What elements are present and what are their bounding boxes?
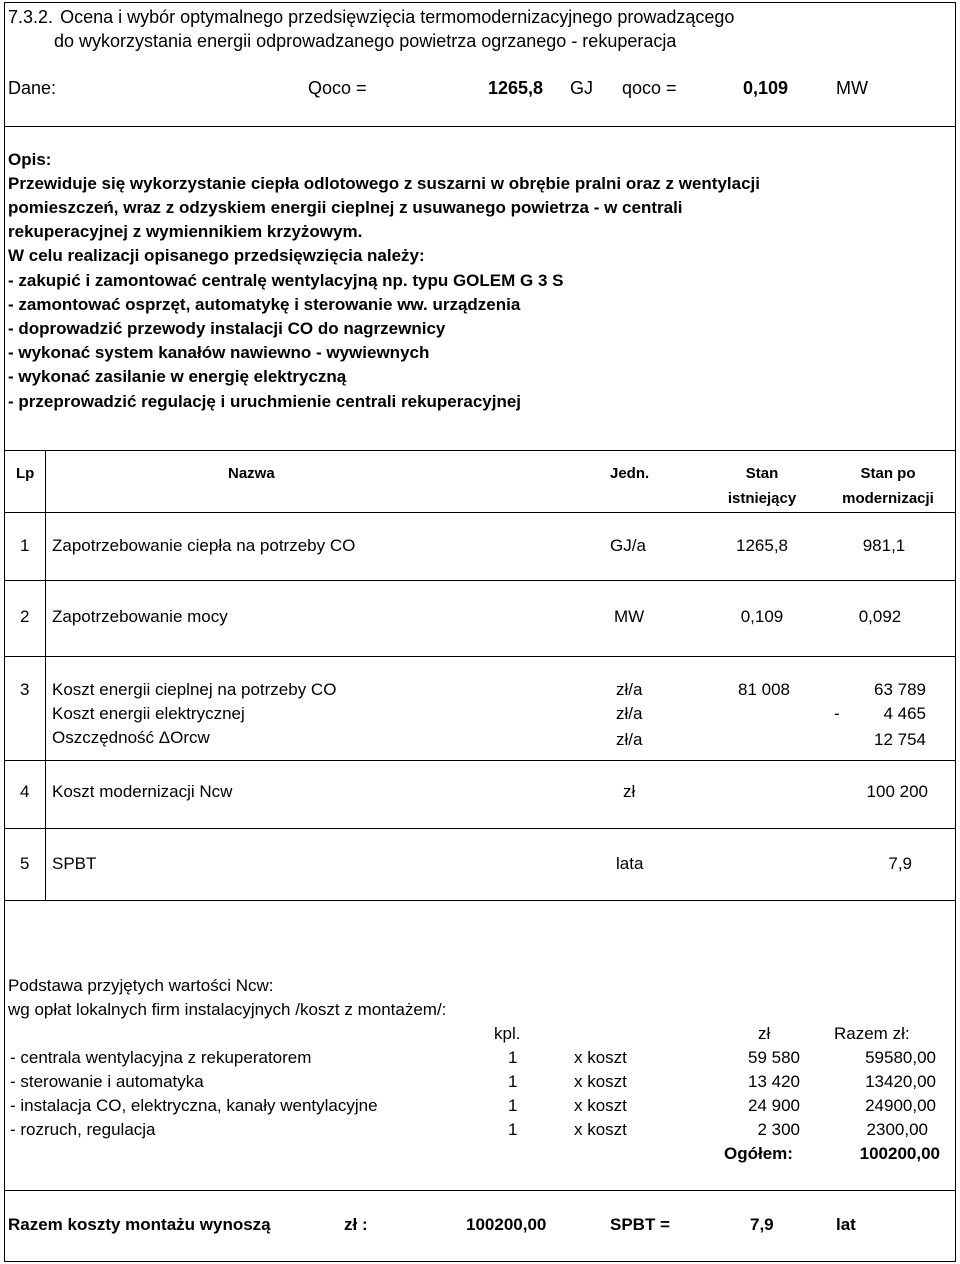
- frame-right: [955, 2, 956, 1262]
- row-divider: [4, 828, 956, 829]
- row-divider: [4, 760, 956, 761]
- item-name: - instalacja CO, elektryczna, kanały wentylacyjne: [10, 1096, 378, 1115]
- row-unit: zł/a: [616, 680, 643, 699]
- description-line: - zakupić i zamontować centralę wentylacyjną np. typu GOLEM G 3 S: [8, 271, 564, 290]
- description-line: - doprowadzić przewody instalacji CO do nagrzewnicy: [8, 319, 446, 338]
- item-name: - centrala wentylacyjna z rekuperatorem: [10, 1048, 312, 1067]
- row-before: 0,109: [740, 607, 784, 626]
- row-lp: 2: [20, 607, 30, 626]
- q-label: Qoco =: [308, 78, 367, 98]
- q-value: 1265,8: [487, 78, 543, 98]
- header-before-2: istniejący: [727, 490, 797, 507]
- q-unit: GJ: [570, 78, 594, 98]
- item-x: x koszt: [574, 1096, 627, 1115]
- basis-sum-value: 100200,00: [859, 1144, 940, 1163]
- footer-spbt-label: SPBT =: [610, 1215, 670, 1234]
- row-lp: 1: [20, 536, 30, 555]
- divider-given: [4, 126, 956, 127]
- divider-description: [4, 450, 956, 451]
- item-name: - rozruch, regulacja: [10, 1120, 156, 1139]
- row-before: 1265,8: [736, 536, 788, 555]
- header-after-2: modernizacji: [842, 490, 934, 507]
- row-divider: [4, 656, 956, 657]
- qs-value: 0,109: [742, 78, 788, 98]
- footer-label: Razem koszty montażu wynoszą: [8, 1215, 271, 1234]
- description-line: - wykonać zasilanie w energię elektryczną: [8, 367, 347, 386]
- header-unit: Jedn.: [610, 465, 650, 482]
- item-price: 2 300: [757, 1120, 800, 1139]
- description-line: rekuperacyjnej z wymiennikiem krzyżowym.: [8, 222, 363, 241]
- header-lp: Lp: [16, 465, 35, 482]
- row-name: Zapotrzebowanie ciepła na potrzeby CO: [52, 536, 356, 555]
- description-heading: Opis:: [8, 150, 52, 169]
- savings-symbol: Orcw: [170, 728, 210, 747]
- description-line: pomieszczeń, wraz z odzyskiem energii cieplnej z usuwanego powietrza - w centrali: [8, 198, 683, 217]
- row-after: 7,9: [888, 854, 912, 873]
- row-lp: 5: [20, 854, 30, 873]
- frame-left: [4, 2, 5, 1262]
- basis-sum-label: Ogółem:: [724, 1144, 793, 1163]
- footer-currency: zł :: [344, 1215, 368, 1234]
- row-lp: 4: [20, 782, 30, 801]
- row-before: 81 008: [738, 680, 790, 699]
- row-after: 4 465: [883, 704, 926, 723]
- row-name: SPBT: [52, 854, 97, 873]
- row-after: 63 789: [874, 680, 926, 699]
- header-name: Nazwa: [228, 465, 275, 482]
- row-after: 12 754: [874, 730, 926, 749]
- basis-subheading: wg opłat lokalnych firm instalacyjnych /koszt z montażem/:: [8, 1000, 447, 1019]
- row-unit: lata: [616, 854, 644, 873]
- title-line-2: do wykorzystania energii odprowadzanego powietrza ogrzanego - rekuperacja: [54, 31, 677, 51]
- row-unit: MW: [614, 607, 645, 626]
- row-after: 100 200: [866, 782, 928, 801]
- footer-value: 100200,00: [466, 1215, 547, 1234]
- item-price: 24 900: [748, 1096, 800, 1115]
- item-total: 2300,00: [866, 1120, 928, 1139]
- header-after-1: Stan po: [860, 465, 916, 482]
- item-price: 59 580: [748, 1048, 800, 1067]
- row-name: [52, 728, 210, 748]
- item-total: 13420,00: [865, 1072, 936, 1091]
- divider-header: [4, 512, 956, 513]
- frame-bottom: [4, 1261, 956, 1262]
- row-after: 981,1: [862, 536, 906, 555]
- row-unit: zł/a: [616, 730, 643, 749]
- item-total: 24900,00: [865, 1096, 936, 1115]
- frame-top: [4, 2, 956, 3]
- item-qty: 1: [508, 1120, 518, 1139]
- footer-spbt-value: 7,9: [750, 1215, 774, 1234]
- row-after: 0,092: [858, 607, 902, 626]
- section-title: [8, 6, 734, 28]
- item-x: x koszt: [574, 1120, 627, 1139]
- divider-footer: [4, 1190, 956, 1191]
- title-line-1: Ocena i wybór optymalnego przedsięwzięcia termomodernizacyjnego prowadzącego: [60, 7, 735, 27]
- row-name: Koszt energii elektrycznej: [52, 704, 245, 723]
- item-qty: 1: [508, 1048, 518, 1067]
- row-unit: GJ/a: [610, 536, 646, 555]
- description-line: - przeprowadzić regulację i uruchmienie centrali rekuperacyjnej: [8, 392, 522, 411]
- row-divider: [4, 580, 956, 581]
- description-line: - zamontować osprzęt, automatykę i sterowanie ww. urządzenia: [8, 295, 521, 314]
- description-line: - wykonać system kanałów nawiewno - wywiewnych: [8, 343, 430, 362]
- delta-icon: Δ: [158, 728, 171, 747]
- row-divider: [4, 900, 956, 901]
- item-price: 13 420: [748, 1072, 800, 1091]
- footer-spbt-unit: lat: [836, 1215, 856, 1234]
- item-x: x koszt: [574, 1072, 627, 1091]
- row-lp: 3: [20, 680, 30, 699]
- lp-column-line: [45, 450, 46, 900]
- qs-unit: MW: [836, 78, 868, 98]
- description-line: W celu realizacji opisanego przedsięwzięcia należy:: [8, 246, 425, 265]
- item-name: - sterowanie i automatyka: [10, 1072, 204, 1091]
- basis-col-qty: kpl.: [494, 1024, 521, 1043]
- qs-label: qoco =: [622, 78, 677, 98]
- item-x: x koszt: [574, 1048, 627, 1067]
- row-name: Zapotrzebowanie mocy: [52, 607, 228, 626]
- row-after-prefix: -: [834, 704, 840, 723]
- item-qty: 1: [508, 1072, 518, 1091]
- item-total: 59580,00: [865, 1048, 936, 1067]
- row-name: Koszt modernizacji Ncw: [52, 782, 233, 801]
- basis-col-price: zł: [758, 1024, 771, 1043]
- basis-heading: Podstawa przyjętych wartości Ncw:: [8, 976, 274, 995]
- savings-label: Oszczędność: [52, 728, 159, 747]
- description-line: Przewiduje się wykorzystanie ciepła odlotowego z suszarni w obrębie pralni oraz z wentylacji: [8, 174, 760, 193]
- row-unit: zł/a: [616, 704, 643, 723]
- given-label: Dane:: [8, 78, 57, 98]
- item-qty: 1: [508, 1096, 518, 1115]
- header-before-1: Stan: [745, 465, 779, 482]
- row-unit: zł: [623, 782, 636, 801]
- basis-col-total: Razem zł:: [834, 1024, 910, 1043]
- row-name: Koszt energii cieplnej na potrzeby CO: [52, 680, 337, 699]
- section-number: 7.3.2.: [8, 7, 54, 27]
